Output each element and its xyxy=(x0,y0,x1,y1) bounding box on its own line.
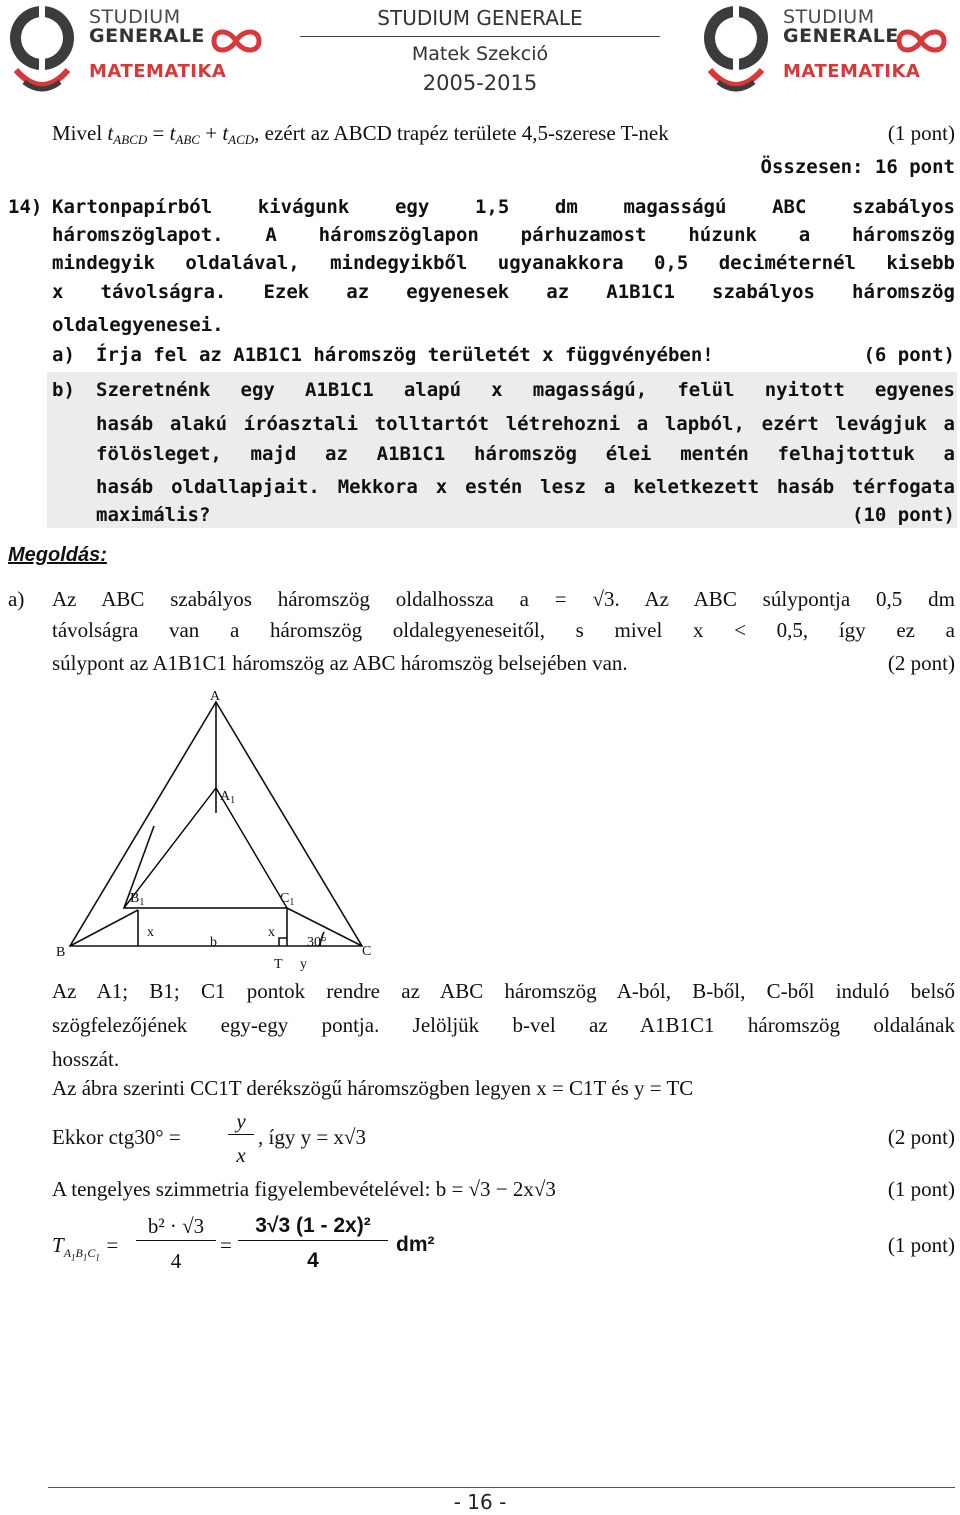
solution-points: (2 pont) xyxy=(887,651,955,675)
problem-text-line: x távolságra. Ezek az egyenesek az A1B1C1 szabályos háromszög xyxy=(52,281,955,303)
equation-ctg-numerator: y xyxy=(228,1108,254,1135)
equation-ctg-post: , így y = x√3 xyxy=(258,1125,366,1149)
solution-paragraph-line: szögfelezőjének egy-egy pontja. Jelöljük b-vel az A1B1C1 háromszög oldalának xyxy=(52,1013,955,1037)
subquestion-a-points: (6 pont) xyxy=(863,344,955,366)
logo-text-matematika: MATEMATIKA xyxy=(783,61,921,82)
figure-label-x-right: x xyxy=(268,925,275,940)
logo-text-studium: STUDIUM xyxy=(89,6,181,28)
figure-label-y: y xyxy=(300,957,307,972)
figure-label-b: b xyxy=(210,935,217,950)
subquestion-b-line: fölösleget, majd az A1B1C1 háromszög élei mentén felhajtottuk a xyxy=(96,443,955,465)
figure-label-A1: $A_1$ xyxy=(220,789,236,806)
header-subtitle: Matek Szekció xyxy=(411,43,549,65)
header-center xyxy=(300,6,660,95)
solution-paragraph-line: Az ABC szabályos háromszög oldalhossza a = √3. Az ABC súlypontja 0,5 dm xyxy=(52,587,955,611)
equation-area-frac1-num: b² · √3 xyxy=(136,1212,216,1241)
logo-text-studium: STUDIUM xyxy=(783,6,875,28)
infinity-icon xyxy=(209,26,264,56)
studium-generale-logo xyxy=(4,0,264,100)
problem-text-line: háromszöglapot. A háromszöglapon párhuzamost húzunk a háromszög xyxy=(52,224,955,246)
page-number: - 16 - xyxy=(453,1490,507,1514)
intro-points: (1 pont) xyxy=(887,121,955,145)
subquestion-a-text: Írja fel az A1B1C1 háromszög területét x függvényében! xyxy=(96,344,714,366)
logo-text-matematika: MATEMATIKA xyxy=(89,61,227,82)
figure-label-x-left: x xyxy=(147,925,154,940)
solution-paragraph-line: távolságra van a háromszög oldalegyeneseitől, s mivel x < 0,5, így ez a xyxy=(52,618,955,642)
subquestion-b-line: maximális? xyxy=(96,504,211,526)
problem-text-line: mindegyik oldalával, mindegyikből ugyanakkora 0,5 deciméternél kisebb xyxy=(52,252,955,274)
solution-a-label: a) xyxy=(8,587,25,611)
equation-area-frac2-den: 4 xyxy=(307,1249,319,1272)
infinity-icon xyxy=(894,26,949,56)
subquestion-b-label: b) xyxy=(52,379,75,401)
figure-label-C: C xyxy=(362,944,372,959)
equation-area-unit: dm² xyxy=(396,1233,435,1256)
solution-paragraph-line: Az A1; B1; C1 pontok rendre az ABC háromszög A-ból, B-ből, C-ből induló belső xyxy=(52,979,955,1003)
solution-paragraph-line: súlypont az A1B1C1 háromszög az ABC háromszög belsejében van. xyxy=(52,651,628,675)
intro-total: Összesen: 16 pont xyxy=(760,156,955,178)
header-title: STUDIUM GENERALE xyxy=(300,6,660,37)
equation-ctg-pre: Ekkor ctg30° = xyxy=(52,1125,181,1149)
logo-mark-icon xyxy=(698,0,778,100)
studium-generale-logo-right xyxy=(698,0,958,100)
figure-label-C1: $C_1$ xyxy=(280,891,295,908)
figure-label-B: B xyxy=(56,945,66,960)
equation-area-frac2-num: 3√3 (1 - 2x)² xyxy=(238,1212,388,1241)
intro-post: , ezért az ABCD trapéz területe 4,5-szerese T-nek xyxy=(254,121,669,145)
intro-pre: Mivel xyxy=(52,121,103,145)
subquestion-b-line: hasáb oldallapjait. Mekkora x estén lesz a keletkezett hasáb térfogata xyxy=(96,476,955,498)
problem-number: 14) xyxy=(8,196,43,218)
equals-sign: = xyxy=(220,1233,232,1257)
figure-label-B1: $B_1$ xyxy=(130,891,145,908)
equation-area-lhs: $T_{A_1B_1C_1}$ = xyxy=(52,1233,120,1263)
logo-text-generale: GENERALE xyxy=(89,25,205,47)
subquestion-b-line: hasáb alakú íróasztali tolltartót létrehozni a lapból, ezért levágjuk a xyxy=(96,413,955,435)
subquestion-a-label: a) xyxy=(52,344,75,366)
equation-area-frac1-den: 4 xyxy=(170,1249,182,1273)
figure-label-T: T xyxy=(274,957,283,972)
triangle-figure xyxy=(50,688,380,973)
subquestion-b-line: Szeretnénk egy A1B1C1 alapú x magasságú, felül nyitott egyenes xyxy=(96,379,955,401)
subquestion-b-points: (10 pont) xyxy=(852,504,955,526)
solution-paragraph-line: hosszát. xyxy=(52,1047,120,1071)
equation-ctg-denominator: x xyxy=(236,1143,246,1167)
equation-b-points: (1 pont) xyxy=(887,1177,955,1201)
intro-line: Mivel $t_{ABCD} = t_{ABC} + t_{ACD}$, ezért az ABCD trapéz területe 4,5-szerese T-nek (1 pont) xyxy=(52,118,955,155)
equation-area-points: (1 pont) xyxy=(887,1233,955,1257)
problem-text-line: oldalegyenesei. xyxy=(52,314,224,336)
solution-paragraph-line: Az ábra szerinti CC1T derékszögű háromszögben legyen x = C1T és y = TC xyxy=(52,1076,694,1100)
footer-divider xyxy=(48,1487,955,1488)
solution-heading: Megoldás: xyxy=(8,544,107,566)
equation-ctg-points: (2 pont) xyxy=(887,1125,955,1149)
header-years: 2005-2015 xyxy=(422,71,538,95)
equation-b: A tengelyes szimmetria figyelembevételével: b = √3 − 2x√3 xyxy=(52,1177,556,1201)
figure-label-A: A xyxy=(210,689,221,704)
problem-text-line: Kartonpapírból kivágunk egy 1,5 dm magasságú ABC szabályos xyxy=(52,196,955,218)
figure-label-angle: 30° xyxy=(307,935,327,950)
logo-text-generale: GENERALE xyxy=(783,25,899,47)
page-header xyxy=(0,0,960,110)
logo-mark-icon xyxy=(4,0,84,100)
